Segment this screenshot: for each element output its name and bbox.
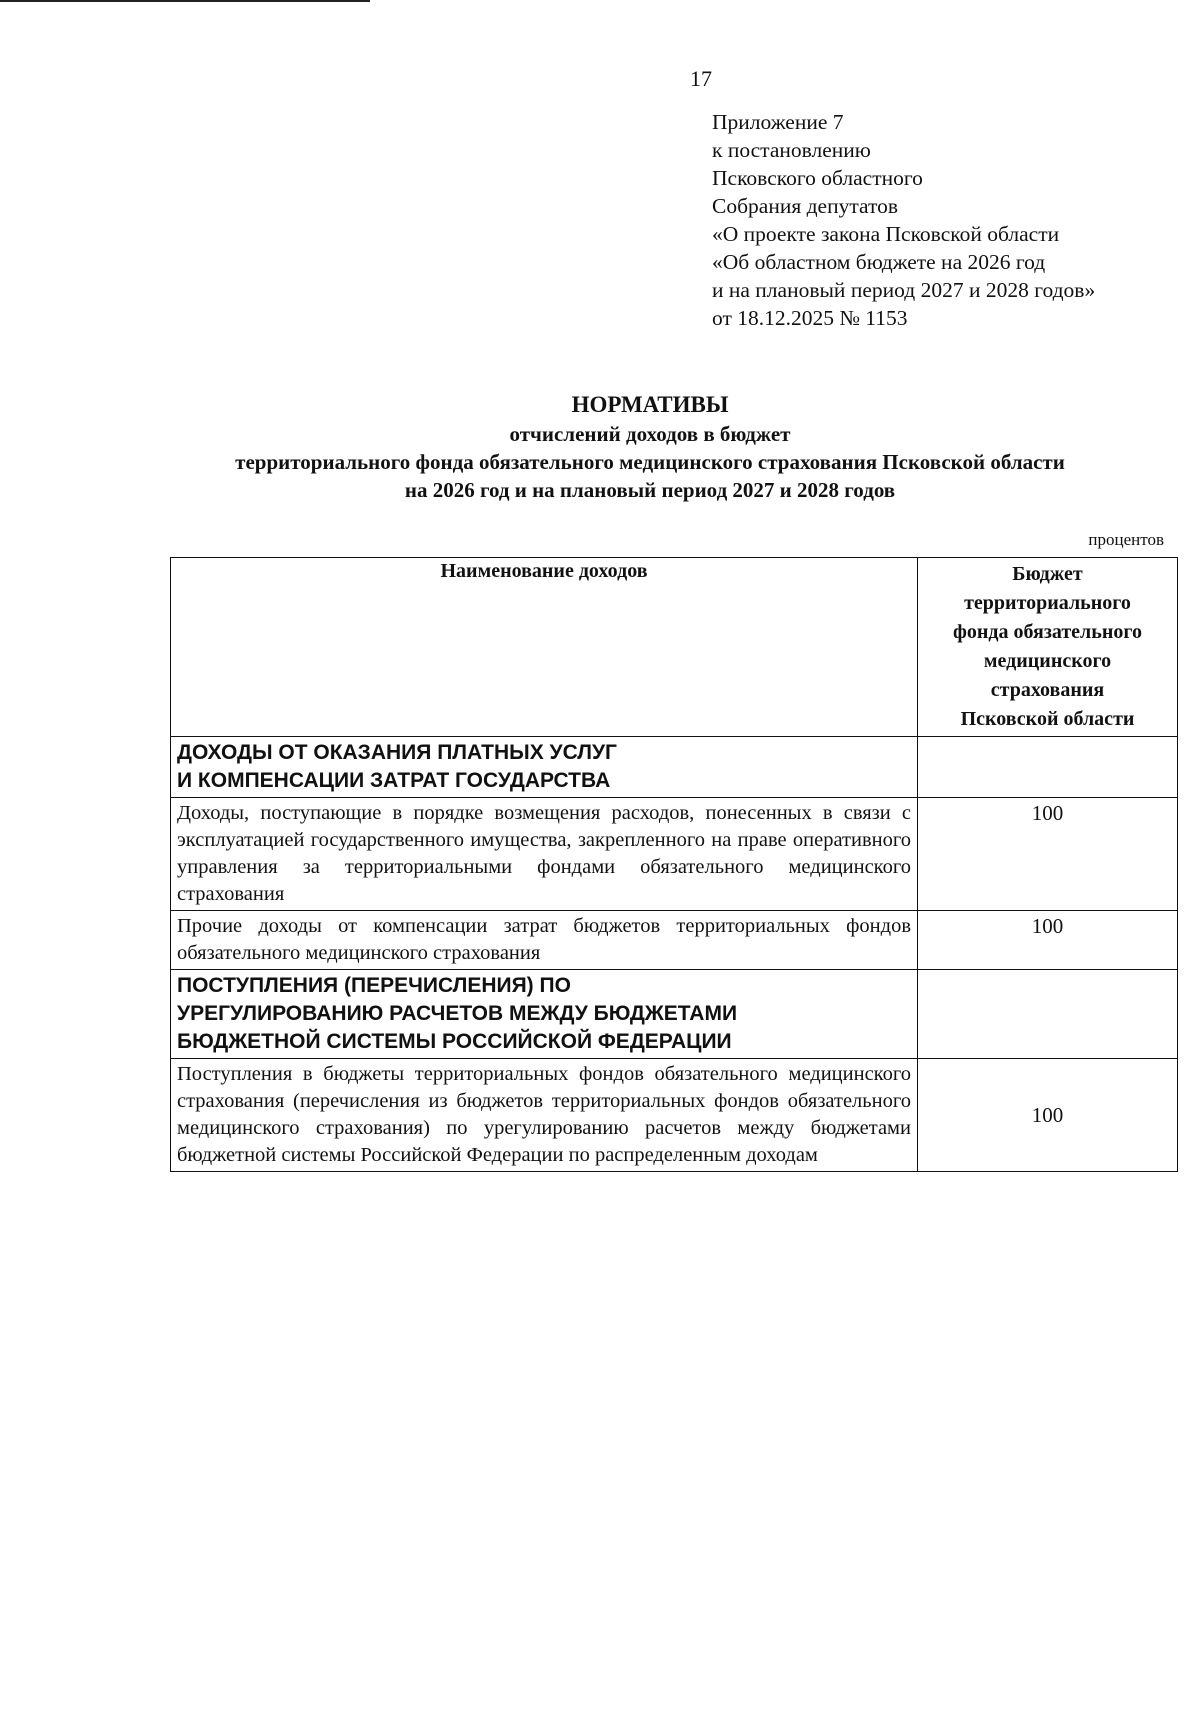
income-name: Доходы, поступающие в порядке возмещения расходов, понесенных в связи с эксплуатацией государственного имущества, закрепленного на праве оперативного управления за территориальными фондами обязательного медицинского страхования (171, 798, 918, 911)
header-line: страхования (990, 679, 1105, 701)
appendix-line: к постановлению (712, 138, 871, 162)
header-line: фонда обязательного (953, 621, 1142, 643)
appendix-block (712, 108, 1095, 332)
header-line: территориального (964, 592, 1131, 614)
document-subtitle: отчислений доходов в бюджет (509, 422, 791, 446)
page-number: 17 (690, 66, 712, 91)
appendix-line: Собрания депутатов (712, 194, 898, 218)
document-subtitle: на 2026 год и на плановый период 2027 и 2028 годов (404, 478, 896, 502)
table-row (171, 798, 1178, 911)
section-title-line: БЮДЖЕТНОЙ СИСТЕМЫ РОССИЙСКОЙ ФЕДЕРАЦИИ (177, 1030, 732, 1053)
header-line: Псковской области (960, 708, 1135, 730)
income-name: Поступления в бюджеты территориальных фондов обязательного медицинского страхования (перечисления из бюджетов территориальных фондов обязательного медицинского страхования) по урегулированию расчетов между бюджетами бюджетной системы Российской Федерации по распределенным доходам (171, 1059, 918, 1172)
header-line: Бюджет (1012, 563, 1083, 585)
appendix-line: Псковского областного (712, 166, 923, 190)
column-header-name: Наименование доходов (171, 558, 918, 737)
income-value: 100 (918, 911, 1178, 970)
table-header-row (171, 558, 1178, 737)
income-value: 100 (918, 798, 1178, 911)
table-row (171, 1059, 1178, 1172)
section-value-empty (918, 970, 1178, 1059)
column-header-value (918, 558, 1178, 737)
units-label: процентов (1088, 530, 1164, 549)
section-title-line: УРЕГУЛИРОВАНИЮ РАСЧЕТОВ МЕЖДУ БЮДЖЕТАМИ (177, 1002, 738, 1025)
section-row (171, 970, 1178, 1059)
table-row (171, 911, 1178, 970)
section-title (171, 970, 918, 1059)
document-subtitle: территориального фонда обязательного медицинского страхования Псковской области (235, 450, 1065, 474)
section-title-line: И КОМПЕНСАЦИИ ЗАТРАТ ГОСУДАРСТВА (177, 769, 611, 792)
scan-edge-line (0, 0, 370, 2)
section-value-empty (918, 737, 1178, 798)
income-name: Прочие доходы от компенсации затрат бюджетов территориальных фондов обязательного медицинского страхования (171, 911, 918, 970)
document-heading (150, 390, 1150, 504)
document-title: НОРМАТИВЫ (571, 392, 729, 417)
appendix-line: Приложение 7 (712, 110, 844, 134)
header-line: медицинского (983, 650, 1112, 672)
income-value: 100 (918, 1059, 1178, 1172)
appendix-line: «О проекте закона Псковской области (712, 222, 1060, 246)
section-row (171, 737, 1178, 798)
norms-table (170, 557, 1178, 1172)
section-title-line: ПОСТУПЛЕНИЯ (ПЕРЕЧИСЛЕНИЯ) ПО (177, 974, 571, 997)
appendix-line: «Об областном бюджете на 2026 год (712, 250, 1046, 274)
section-title-line: ДОХОДЫ ОТ ОКАЗАНИЯ ПЛАТНЫХ УСЛУГ (177, 741, 617, 764)
appendix-line: и на плановый период 2027 и 2028 годов» (712, 278, 1096, 302)
appendix-line: от 18.12.2025 № 1153 (712, 306, 908, 330)
section-title (171, 737, 918, 798)
